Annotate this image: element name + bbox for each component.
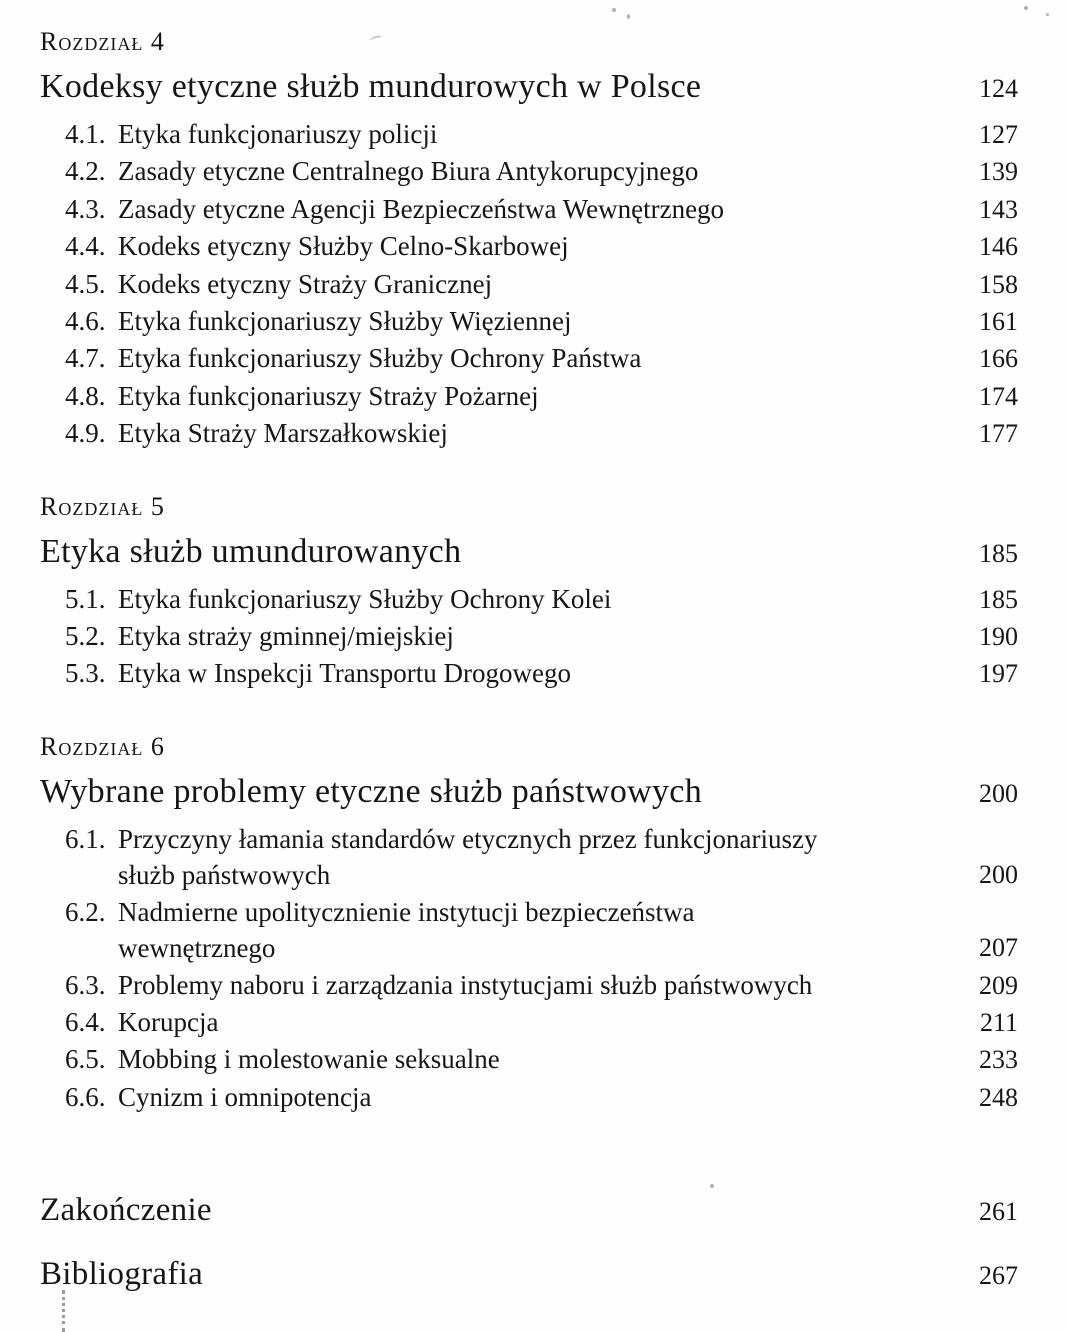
page-number: 177 (979, 419, 1018, 449)
backmatter-row (40, 1252, 1018, 1296)
entry-title: Nadmierne upolitycznienie instytucji bezpieczeństwa (118, 896, 695, 927)
toc-entry (40, 266, 1018, 303)
backmatter-title: Bibliografia (40, 1256, 204, 1293)
page-number: 143 (979, 194, 1018, 224)
toc-entry (40, 340, 1018, 377)
scan-speck (612, 8, 616, 12)
chapter-entries (40, 821, 1018, 1116)
entry-title: Zasady etyczne Agencji Bezpieczeństwa Wewnętrznego (118, 193, 725, 224)
entry-title: Etyka funkcjonariuszy Służby Więziennej (118, 306, 572, 337)
toc-entry (40, 1079, 1018, 1116)
page-number: 233 (979, 1045, 1018, 1075)
entry-number: 4.2. (65, 156, 106, 187)
entry-title-continued: służb państwowych (118, 860, 331, 891)
page-number: 124 (979, 74, 1018, 103)
page-number: 261 (979, 1197, 1018, 1227)
page-number: 248 (979, 1082, 1018, 1112)
toc-entry (40, 1041, 1018, 1078)
chapter-entries (40, 116, 1018, 453)
entry-number: 4.9. (65, 418, 106, 449)
chapter-section-4 (40, 28, 1018, 453)
entry-title: Zasady etyczne Centralnego Biura Antykorupcyjnego (118, 156, 699, 187)
chapter-title: Wybrane problemy etyczne służb państwowych (40, 772, 703, 810)
scan-speck (710, 1184, 714, 1188)
scan-speck (627, 14, 630, 19)
chapter-entries (40, 581, 1018, 693)
entry-title: Etyka funkcjonariuszy Służby Ochrony Kolei (118, 583, 612, 614)
chapter-label: Rozdział 4 (40, 27, 165, 56)
entry-title: Etyka straży gminnej/miejskiej (118, 621, 454, 652)
backmatter-row (40, 1188, 1018, 1232)
entry-title-continued: wewnętrznego (118, 933, 276, 964)
page-number: 139 (979, 157, 1018, 187)
entry-number: 4.3. (65, 193, 106, 224)
entry-number: 6.4. (65, 1006, 106, 1037)
backmatter-title: Zakończenie (40, 1192, 212, 1229)
entry-title: Korupcja (118, 1006, 219, 1037)
entry-title: Cynizm i omnipotencja (118, 1081, 372, 1112)
toc-entry (40, 378, 1018, 415)
page-number: 158 (979, 269, 1018, 299)
toc-entry (40, 415, 1018, 452)
chapter-label: Rozdział 6 (40, 731, 165, 761)
toc-entry (40, 228, 1018, 265)
page-number: 209 (979, 970, 1018, 1000)
scan-dotted-line (62, 1290, 65, 1332)
entry-title: Kodeks etyczny Straży Granicznej (118, 268, 493, 299)
chapter-title: Etyka służb umundurowanych (40, 532, 462, 570)
entry-title: Etyka Straży Marszałkowskiej (118, 418, 448, 449)
page-number: 207 (979, 933, 1018, 963)
entry-title: Etyka funkcjonariuszy Straży Pożarnej (118, 380, 539, 411)
chapter-section-5 (40, 493, 1018, 693)
entry-title: Etyka funkcjonariuszy policji (118, 119, 438, 149)
page-number: 161 (979, 307, 1018, 337)
page-number: 166 (979, 344, 1018, 374)
chapter-title-row (40, 66, 1018, 108)
toc-entry (40, 1004, 1018, 1041)
page-number: 190 (979, 622, 1018, 652)
entry-title: Etyka w Inspekcji Transportu Drogowego (118, 658, 571, 689)
entry-title: Kodeks etyczny Służby Celno-Skarbowej (118, 231, 569, 262)
toc-entry (40, 116, 1018, 153)
page-number: 146 (979, 232, 1018, 262)
page-number: 200 (979, 860, 1018, 890)
entry-number: 5.2. (65, 621, 106, 652)
entry-title: Mobbing i molestowanie seksualne (118, 1044, 500, 1075)
page-number: 127 (979, 120, 1018, 149)
page-number: 174 (979, 381, 1018, 411)
toc-entry (40, 967, 1018, 1004)
toc-entry (40, 618, 1018, 655)
toc-entry (40, 894, 1018, 967)
entry-number: 6.6. (65, 1081, 106, 1112)
entry-number: 6.3. (65, 969, 106, 1000)
entry-number: 4.7. (65, 343, 106, 374)
toc-entry (40, 581, 1018, 618)
page-number: 185 (979, 584, 1018, 614)
chapter-title-row (40, 771, 1018, 813)
page-number: 185 (979, 538, 1018, 568)
entry-title: Etyka funkcjonariuszy Służby Ochrony Państwa (118, 343, 642, 374)
entry-number: 4.5. (65, 268, 106, 299)
chapter-label: Rozdział 5 (40, 491, 165, 521)
entry-title: Przyczyny łamania standardów etycznych przez funkcjonariuszy (118, 823, 818, 854)
backmatter (40, 1188, 1018, 1296)
entry-number: 6.1. (65, 823, 106, 854)
chapter-section-6 (40, 733, 1018, 1116)
toc-entry (40, 153, 1018, 190)
page-number: 197 (979, 659, 1018, 689)
entry-number: 5.1. (65, 583, 106, 614)
entry-number: 4.1. (65, 119, 106, 149)
toc-entry (40, 191, 1018, 228)
toc-entry (40, 821, 1018, 894)
chapter-title-row (40, 531, 1018, 573)
scan-speck (1046, 13, 1049, 16)
entry-number: 4.4. (65, 231, 106, 262)
toc-entry (40, 655, 1018, 692)
entry-number: 4.8. (65, 380, 106, 411)
chapter-title: Kodeksy etyczne służb mundurowych w Polsce (40, 68, 702, 105)
page-number: 200 (979, 778, 1018, 808)
toc-entry (40, 303, 1018, 340)
entry-title: Problemy naboru i zarządzania instytucjami służb państwowych (118, 969, 813, 1000)
page-number: 267 (979, 1261, 1018, 1291)
entry-number: 6.5. (65, 1044, 106, 1075)
entry-number: 5.3. (65, 658, 106, 689)
entry-number: 4.6. (65, 306, 106, 337)
entry-number: 6.2. (65, 896, 106, 927)
page-number: 211 (979, 1007, 1018, 1037)
scan-speck (1024, 6, 1028, 10)
